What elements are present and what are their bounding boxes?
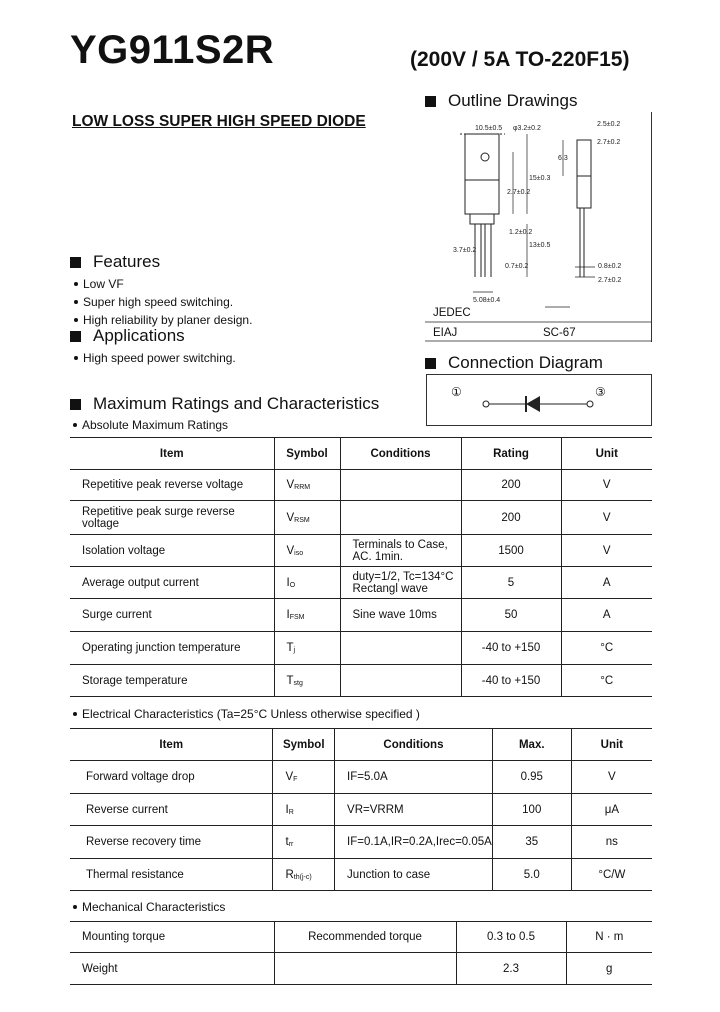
table-header-row: Item Symbol Conditions Rating Unit (70, 438, 652, 470)
table-row: Operating junction temperature Tj -40 to +150 °C (70, 632, 652, 665)
table-row: Repetitive peak reverse voltage VRRM 200 V (70, 470, 652, 501)
svg-text:13±0.5: 13±0.5 (529, 242, 551, 249)
section-square-icon (70, 399, 81, 410)
features-title: Features (93, 252, 161, 271)
eiaj-label: EIAJ (433, 327, 458, 339)
section-square-icon (70, 331, 81, 342)
svg-text:10.5±0.5: 10.5±0.5 (475, 125, 503, 132)
bullet-icon (74, 282, 78, 286)
svg-text:φ3.2±0.2: φ3.2±0.2 (513, 125, 541, 132)
eiaj-value: SC-67 (543, 327, 576, 339)
features-heading (70, 252, 160, 272)
svg-text:1.2±0.2: 1.2±0.2 (509, 229, 533, 236)
connection-diagram-box (426, 374, 652, 426)
table-row: Average output current IO duty=1/2, Tc=134°C Rectangl wave 5 A (70, 567, 652, 599)
table-row: Repetitive peak surge reverse voltage VRSM 200 V (70, 501, 652, 535)
svg-text:0.7±0.2: 0.7±0.2 (505, 263, 529, 270)
bullet-icon (73, 905, 77, 909)
diode-symbol-icon (427, 375, 651, 425)
connection-diagram-title: Connection Diagram (448, 353, 603, 372)
table-row: Isolation voltage Viso Terminals to Case, AC. 1min. 1500 V (70, 535, 652, 567)
svg-text:6.3: 6.3 (558, 155, 568, 162)
rating-summary: (200V / 5A TO-220F15) (410, 48, 630, 71)
electrical-characteristics-table (70, 728, 652, 891)
table-row: Surge current IFSM Sine wave 10ms 50 A (70, 599, 652, 632)
product-subtitle: LOW LOSS SUPER HIGH SPEED DIODE (72, 113, 366, 130)
bullet-icon (74, 356, 78, 360)
jedec-label: JEDEC (433, 307, 471, 319)
svg-text:2.7±0.2: 2.7±0.2 (507, 189, 531, 196)
section-square-icon (425, 358, 436, 369)
table-row: Weight 2.3 g (70, 953, 652, 985)
outline-drawing-frame (425, 112, 652, 342)
max-ratings-heading (70, 394, 379, 414)
svg-text:2.5±0.2: 2.5±0.2 (597, 121, 621, 128)
part-number: YG911S2R (70, 28, 275, 72)
section-square-icon (70, 257, 81, 268)
svg-text:0.8±0.2: 0.8±0.2 (598, 263, 622, 270)
connection-diagram-heading (425, 353, 603, 373)
abs-max-subtitle: Absolute Maximum Ratings (73, 418, 228, 432)
electrical-subtitle: Electrical Characteristics (Ta=25°C Unless otherwise specified ) (73, 707, 420, 721)
table-row: Storage temperature Tstg -40 to +150 °C (70, 665, 652, 697)
table-row: Mounting torque Recommended torque 0.3 to 0.5 N · m (70, 922, 652, 953)
table-row: Thermal resistance Rth(j-c) Junction to case 5.0 °C/W (70, 859, 652, 891)
table-row: Reverse recovery time trr IF=0.1A,IR=0.2A,Irec=0.05A 35 ns (70, 826, 652, 859)
feature-item: High reliability by planer design. (74, 313, 252, 327)
section-square-icon (425, 96, 436, 107)
absolute-max-ratings-table (70, 437, 652, 697)
applications-title: Applications (93, 326, 185, 345)
applications-heading (70, 326, 185, 346)
table-row: Forward voltage drop VF IF=5.0A 0.95 V (70, 761, 652, 794)
svg-text:3.7±0.2: 3.7±0.2 (453, 247, 477, 254)
pin-3-label: ③ (595, 385, 606, 399)
feature-item: Low VF (74, 277, 124, 291)
bullet-icon (74, 300, 78, 304)
pin-1-label: ① (451, 385, 462, 399)
svg-text:2.7±0.2: 2.7±0.2 (598, 277, 622, 284)
bullet-icon (73, 423, 77, 427)
outline-drawings-title: Outline Drawings (448, 91, 578, 110)
feature-item: Super high speed switching. (74, 295, 233, 309)
table-header-row: Item Symbol Conditions Max. Unit (70, 729, 652, 761)
mechanical-subtitle: Mechanical Characteristics (73, 900, 225, 914)
table-row: Reverse current IR VR=VRRM 100 μA (70, 794, 652, 826)
svg-text:15±0.3: 15±0.3 (529, 175, 551, 182)
bullet-icon (73, 712, 77, 716)
svg-text:5.08±0.4: 5.08±0.4 (473, 297, 501, 304)
max-ratings-title: Maximum Ratings and Characteristics (93, 394, 380, 413)
bullet-icon (74, 318, 78, 322)
outline-drawings-heading (425, 91, 577, 111)
svg-text:2.7±0.2: 2.7±0.2 (597, 139, 621, 146)
application-item: High speed power switching. (74, 351, 236, 365)
mechanical-characteristics-table (70, 921, 652, 985)
